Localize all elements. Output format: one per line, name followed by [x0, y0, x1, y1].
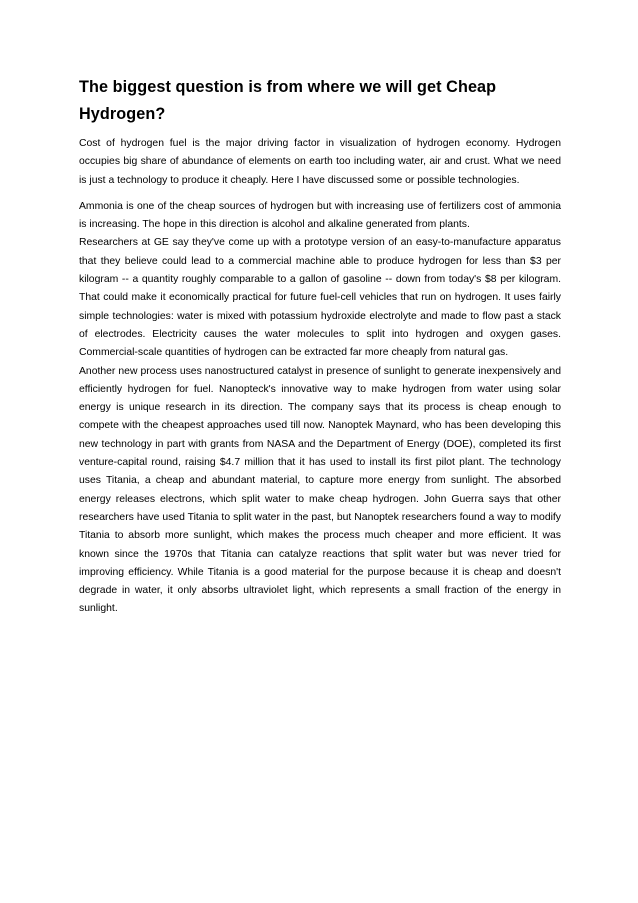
paragraph-intro: Cost of hydrogen fuel is the major driving factor in visualization of hydrogen economy. Hydrogen occupies big share of abundance of elements on earth too including water, air and crust. What we need is just a technology to produce it cheaply. Here I have discussed some or possible technologies.: [79, 138, 561, 186]
document-page: [79, 74, 561, 619]
document-title: The biggest question is from where we will get Cheap Hydrogen?: [79, 78, 497, 123]
paragraph-nanoptek: Another new process uses nanostructured catalyst in presence of sunlight to generate inexpensively and efficiently hydrogen for fuel. Nanopteck's innovative way to make hydrogen from water using solar energy is unique research in its direction. The company says that its process is cheap enough to compete with the cheapest approaches used till now. Nanoptek Maynard, who has been developing this new technology in part with grants from NASA and the Department of Energy (DOE), completed its first venture-capital round, raising $4.7 million that it has used to install its first pilot plant. The technology uses Titania, a cheap and abundant material, to capture more energy from sunlight. The absorbed energy releases electrons, which split water to make cheap hydrogen. John Guerra says that other researchers have used Titania to split water in the past, but Nanoptek researchers found a way to modify Titania to absorb more sunlight, which makes the process much cheaper and more efficient. It was known since the 1970s that Titania can catalyze reactions that split water but was never tried for improving efficiency. While Titania is a good material for the purpose because it is cheap and doesn't degrade in water, it only absorbs ultraviolet light, which represents a small fraction of the energy in sunlight.: [79, 365, 561, 615]
paragraph-ammonia: Ammonia is one of the cheap sources of hydrogen but with increasing use of fertilizers cost of ammonia is increasing. The hope in this direction is alcohol and alkaline generated from plants.: [79, 200, 561, 231]
paragraph-ge-research: Researchers at GE say they've come up with a prototype version of an easy-to-manufacture apparatus that they believe could lead to a commercial machine able to produce hydrogen for less than $3 per kilogram -- a quantity roughly comparable to a gallon of gasoline -- down from today's $8 per kilogram. That could make it economically practical for future fuel-cell vehicles that run on hydrogen. It uses fairly simple technologies: water is mixed with potassium hydroxide electrolyte and made to flow past a stack of electrodes. Electricity causes the water molecules to split into hydrogen and oxygen gases. Commercial-scale quantities of hydrogen can be extracted far more cheaply from natural gas.: [79, 237, 561, 359]
